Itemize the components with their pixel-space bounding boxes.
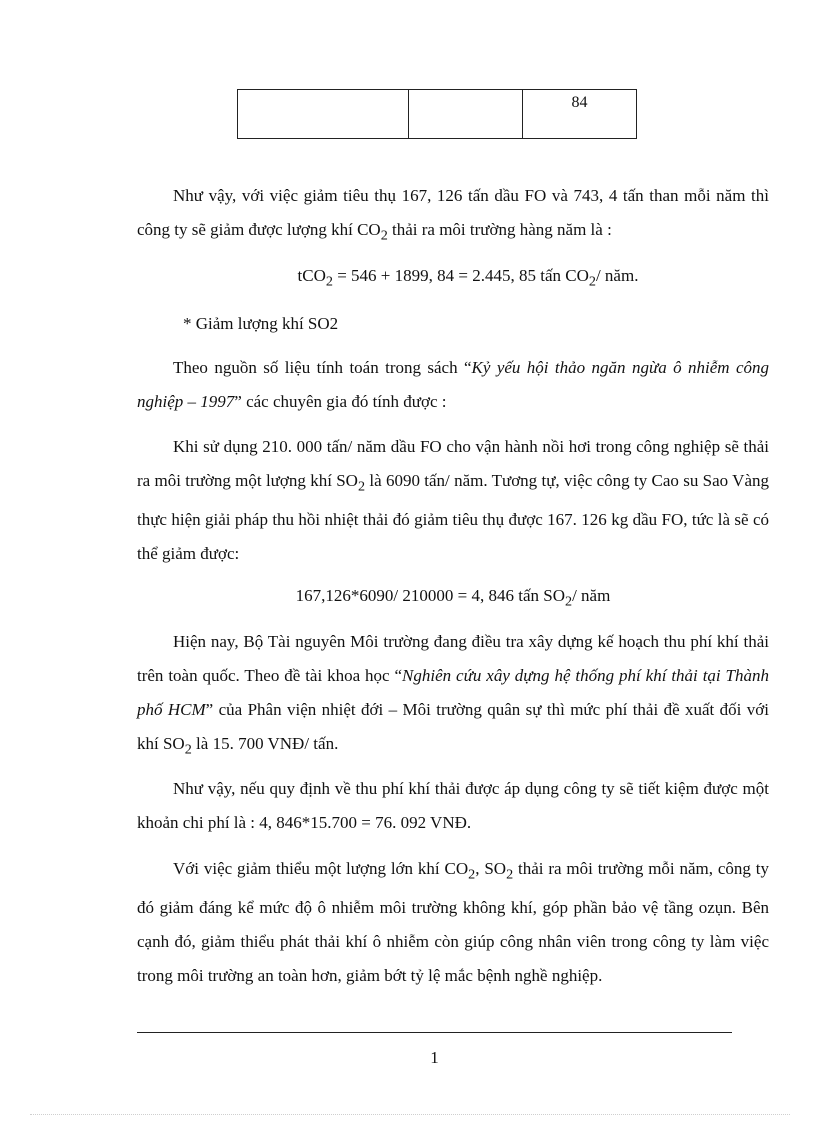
paragraph-source: Theo nguồn số liệu tính toán trong sách “Kỷ yếu hội thảo ngăn ngừa ô nhiễm công nghiệp – 1997” các chuyên gia đó tính được : [137,358,769,411]
paragraph-conclusion: Với việc giảm thiểu một lượng lớn khí $CO_2$, $SO_2$ thải ra môi trường mỗi năm, công ty đó giảm đáng kể mức độ ô nhiễm môi trường không khí, góp phần bảo vệ tầng ozụn. Bên cạnh đó, giảm thiểu phát thải khí ô nhiễm còn giúp công nhân viên trong công ty làm việc trong môi trường an toàn hơn, giảm bớt tỷ lệ mắc bệnh nghề nghiệp. [137,859,770,986]
equation-co2: tCO$_2$ = 546 + 1899, 84 = 2.445, 85 tấn $CO_2/$ năm. [297,266,639,290]
equation-so2: 167,126*6090/ 210000 = 4, 846 tấn $SO_2/$ năm [295,586,611,610]
paragraph-co2-reduction: Như vậy, với việc giảm tiêu thụ 167, 126 tấn dầu FO và 743, 4 tấn than mỗi năm thì công ty sẽ giảm được lượng khí $CO_2$ thải ra môi trường hàng năm là : [137,186,769,244]
page-edge-divider [30,1114,790,1115]
footer-rule [137,1032,732,1033]
bullet-so2-heading: * Giảm lượng khí SO2 [183,314,339,333]
table-cell [238,90,409,139]
page-number: 1 [430,1048,439,1067]
paragraph-emission-fee: Hiện nay, Bộ Tài nguyên Môi trường đang điều tra xây dựng kế hoạch thu phí khí thải trên toàn quốc. Theo đề tài khoa học “Nghiên cứu xây dựng hệ thống phí khí thải tại Thành phố HCM” của Phân viện nhiệt đới – Môi trường quân sự thì mức phí thải đề xuất đối với khí $SO_2$ là 15. 700 VNĐ/ tấn. [137,632,769,758]
table-cell [409,90,523,139]
paragraph-cost-saving: Như vậy, nếu quy định về thu phí khí thải được áp dụng công ty sẽ tiết kiệm được một khoản chi phí là : 4, 846*15.700 = 76. 092 VNĐ. [137,779,769,832]
table-cell: 84 [523,90,637,139]
paragraph-fo-usage: Khi sử dụng 210. 000 tấn/ năm dầu FO cho vận hành nồi hơi trong công nghiệp sẽ thải ra môi trường một lượng khí $SO_2$ là 6090 tấn/ năm. Tương tự, việc công ty Cao su Sao Vàng thực hiện giải pháp thu hồi nhiệt thải đó giảm tiêu thụ được 167. 126 kg dầu FO, tức là sẽ có thể giảm được: [137,437,769,564]
table-row [238,90,637,139]
data-table [237,89,637,139]
